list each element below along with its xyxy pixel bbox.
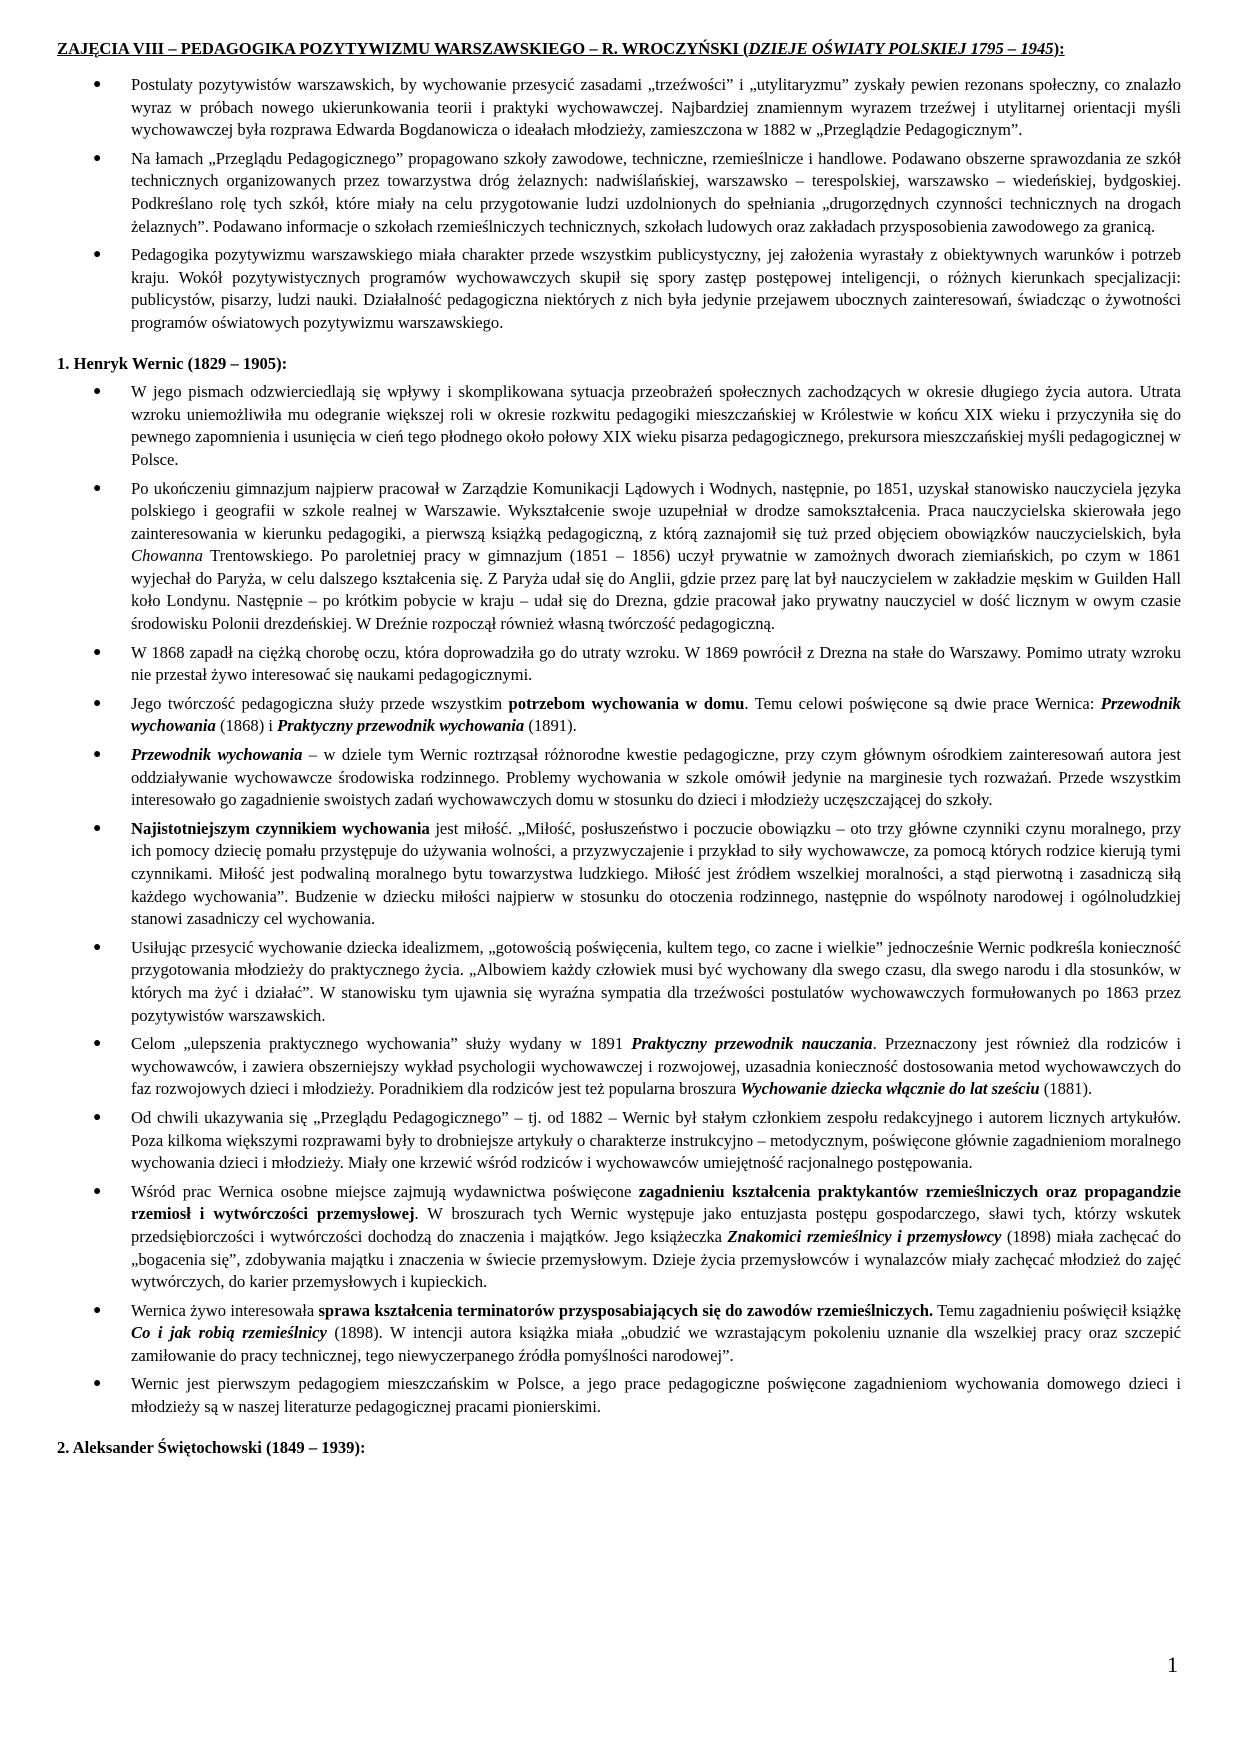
bullet-icon: ● (93, 480, 102, 496)
bullet-icon: ● (93, 150, 102, 166)
bullet-icon: ● (93, 644, 102, 660)
list-item: ● Wernic jest pierwszym pedagogiem mieszczańskim w Polsce, a jego prace pedagogiczne poświęcone zagadnieniom wychowania domowego dzieci i młodzieży są w naszej literaturze pedagogicznej pracami pionierskimi. (93, 1374, 1181, 1417)
bullet-icon: ● (93, 820, 102, 836)
section-heading-swietochowski: 2. Aleksander Świętochowski (1849 – 1939): (57, 1437, 366, 1457)
intro-paragraph: ● Postulaty pozytywistów warszawskich, by wychowanie przesycić zasadami „trzeźwości” i „utylitaryzmu” zyskały pewien rezonans społeczny, co znalazło wyraz w próbach nowego ukierunkowania teorii i praktyki wychowawczej. Najbardziej znamiennym wyrazem trzeźwej i utylitarnej orientacji myśli wychowawczej była rozprawa Edwarda Bogdanowicza o ideałach młodzieży, zamieszczona w 1882 w „Przeglądzie Pedagogicznym”. (93, 75, 1181, 140)
section-heading-wernic: 1. Henryk Wernic (1829 – 1905): (57, 353, 288, 373)
bullet-icon: ● (93, 1109, 102, 1125)
list-item: ● Przewodnik wychowania – w dziele tym Wernic roztrząsał różnorodne kwestie pedagogiczne, przy czym głównym ośrodkiem zainteresowań autora jest oddziaływanie wychowawcze środowiska rodzinnego. Problemy wychowania w szkole omówił jedynie na marginesie tych rozważań. Przede wszystkim interesowało go zagadnienie swoistych zadań wychowawczych domu w stosunku do dzieci i młodzieży uczęszczającej do szkoły. (93, 745, 1182, 810)
page-number: 1 (1167, 1652, 1178, 1677)
bullet-icon: ● (93, 247, 102, 263)
list-item: ● Wernica żywo interesowała sprawa kształcenia terminatorów przysposabiających się do zawodów rzemieślniczych. Temu zagadnieniu poświęcił książkę Co i jak robią rzemieślnicy (1898). W intencji autora książka miała „obudzić we wzrastającym pokoleniu uznanie dla wszelkiej pracy oraz szczepić zamiłowanie do pracy technicznej, tego niewyczerpanego źródła pomyślności narodowej”. (93, 1300, 1181, 1365)
bullet-icon: ● (93, 747, 102, 763)
list-item: ● W 1868 zapadł na ciężką chorobę oczu, która doprowadziła go do utraty wzroku. W 1869 powrócił z Drezna na stałe do Warszawy. Pomimo utraty wzroku nie przestał żywo interesować się naukami pedagogicznymi. (93, 642, 1181, 685)
list-item: ● Po ukończeniu gimnazjum najpierw pracował w Zarządzie Komunikacji Lądowych i Wodnych, następnie, po 1851, uzyskał stanowisko nauczyciela języka polskiego i geografii w szkole realnej w Warszawie. Wykształcenie swoje uzupełniał w drodze samokształcenia. Praca nauczycielska skierowała jego zainteresowania w kierunku pedagogiki, a pierwszą książką pedagogiczną, z którą zaznajomił się tuż przed objęciem obowiązków nauczycielskich, była Chowanna Trentowskiego. Po paroletniej pracy w gimnazjum (1851 – 1856) uczył prywatnie w zamożnych dworach ziemiańskich, po czym w 1861 wyjechał do Paryża, w celu dalszego kształcenia się. Z Paryża udał się do Anglii, gdzie przez parę lat był nauczycielem w zakładzie męskim w Guilden Hall koło Londynu. Następnie – po krótkim pobycie w kraju – udał się do Drezna, gdzie pracował jako prywatny nauczyciel w dość licznym w owym czasie środowisku Polonii drezdeńskiej. W Dreźnie rozpoczął również własną twórczość pedagogiczną. (93, 478, 1181, 634)
intro-list (57, 74, 1181, 335)
bullet-icon: ● (93, 1376, 102, 1392)
bullet-icon: ● (93, 1302, 102, 1318)
bullet-icon: ● (93, 1183, 102, 1199)
list-item: ● Usiłując przesycić wychowanie dziecka idealizmem, „gotowością poświęcenia, kultem tego, co zacne i wielkie” jednocześnie Wernic podkreśla konieczność przygotowania młodzieży do praktycznego życia. „Albowiem każdy człowiek musi być wychowany dla swego czasu, dla swego narodu i dla stosunków, w których ma żyć i działać”. W stanowisku tym ujawnia się wyraźna sympatia dla trzeźwości postulatów wychowawczych formułowanych po 1863 przez pozytywistów warszawskich. (93, 937, 1181, 1025)
bullet-icon: ● (93, 939, 102, 955)
intro-paragraph: ● Na łamach „Przeglądu Pedagogicznego” propagowano szkoły zawodowe, techniczne, rzemieślnicze i handlowe. Podawano obszerne sprawozdania ze szkół technicznych organizowanych przez towarzystwa dróg żelaznych: nadwiślańskiej, warszawsko – terespolskiej, warszawsko – wiedeńskiej, bydgoskiej. Podkreślano rolę tych szkół, które miały na celu przygotowanie ludzi uzdolnionych do spełniania „drugorzędnych czynności technicznych na drogach żelaznych”. Podawano informacje o szkołach rzemieślniczych technicznych, szkołach ludowych oraz zakładach przysposobienia zawodowego za granicą. (93, 148, 1181, 236)
list-item: ● Najistotniejszym czynnikiem wychowania jest miłość. „Miłość, posłuszeństwo i poczucie obowiązku – oto trzy główne czynniki czynu moralnego, przy ich pomocy dziecię pomału przystępuje do używania wolności, a przyzwyczajenie i przykład to siły wychowawcze, za pomocą których rodzice kierują tymi czynnikami. Miłość jest podwaliną moralnego bytu towarzystwa ludzkiego. Miłość jest źródłem wszelkiej moralności, a stąd pierwotną i zasadniczą siłą każdego wychowania”. Budzenie w dziecku miłości najpierw w stosunku do otoczenia rodzinnego, następnie do wspólnoty narodowej i ogólnoludzkiej stanowi zasadniczy cel wychowania. (93, 818, 1181, 929)
wernic-list (57, 381, 1181, 1419)
list-item: ● Celom „ulepszenia praktycznego wychowania” służy wydany w 1891 Praktyczny przewodnik nauczania. Przeznaczony jest również dla rodziców i wychowawców, i zawiera obszerniejszy wykład psychologii wychowawczej i rozwojowej, uzasadnia konieczność dostosowania metod wychowawczych do faz rozwojowych dzieci i młodzieży. Poradnikiem dla rodziców jest też popularna broszura Wychowanie dziecka włącznie do lat sześciu (1881). (93, 1034, 1181, 1099)
bullet-icon: ● (93, 384, 102, 400)
bullet-icon: ● (93, 77, 102, 92)
document-title: ZAJĘCIA VIII – PEDAGOGIKA POZYTYWIZMU WARSZAWSKIEGO – R. WROCZYŃSKI (DZIEJE OŚWIATY POLSKIEJ 1795 – 1945): (57, 39, 1065, 58)
bullet-icon: ● (93, 695, 102, 711)
document-page (57, 38, 1181, 1465)
bullet-icon: ● (93, 1036, 102, 1052)
list-item: ● Jego twórczość pedagogiczna służy przede wszystkim potrzebom wychowania w domu. Temu celowi poświęcone są dwie prace Wernica: Przewodnik wychowania (1868) i Praktyczny przewodnik wychowania (1891). (93, 693, 1181, 736)
list-item: ● W jego pismach odzwierciedlają się wpływy i skomplikowana sytuacja przeobrażeń społecznych zachodzących w okresie długiego życia autora. Utrata wzroku uniemożliwiła mu odegranie większej roli w okresie rozkwitu pedagogiki mieszczańskiej w Królestwie w końcu XIX wieku i przyczyniła się do pewnego zapomnienia i usunięcia w cień tego płodnego około połowy XIX wieku pisarza pedagogicznego, prekursora mieszczańskiej myśli pedagogicznej w Polsce. (93, 382, 1181, 469)
intro-paragraph: ● Pedagogika pozytywizmu warszawskiego miała charakter przede wszystkim publicystyczny, jej założenia wyrastały z obiektywnych warunków i potrzeb kraju. Wokół pozytywistycznych programów wychowawczych skupił się spory zastęp postępowej inteligencji, o różnych kierunkach specjalizacji: publicystów, pisarzy, ludzi nauki. Działalność pedagogiczna niektórych z nich była jedynie przejawem ubocznych zainteresowań, świadcząc o żywotności programów oświatowych pozytywizmu warszawskiego. (93, 245, 1181, 332)
list-item: ● Od chwili ukazywania się „Przeglądu Pedagogicznego” – tj. od 1882 – Wernic był stałym członkiem zespołu redakcyjnego i autorem licznych artykułów. Poza kilkoma większymi rozprawami były to drobniejsze artykuły o charakterze instrukcyjno – metodycznym, poświęcone głównie zagadnieniom moralnego wychowania dzieci i młodzieży. Miały one krzewić wśród rodziców i wychowawców umiejętność racjonalnego postępowania. (93, 1107, 1181, 1173)
list-item: ● Wśród prac Wernica osobne miejsce zajmują wydawnictwa poświęcone zagadnieniu kształcenia praktykantów rzemieślniczych oraz propagandzie rzemiosł i wytwórczości przemysłowej. W broszurach tych Wernic występuje jako entuzjasta postępu gospodarczego, sławi tych, którzy wskutek przedsiębiorczości i wytwórczości dochodzą do znaczenia i majątków. Jego książeczka Znakomici rzemieślnicy i przemysłowcy (1898) miała zachęcać do „bogacenia się”, zdobywania majątku i znaczenia w świecie przemysłowym. Dzieje życia przemysłowców i wynalazców miały zachęcać młodzież do zajęć wytwórczych, do karier przemysłowych i kupieckich. (93, 1181, 1181, 1292)
